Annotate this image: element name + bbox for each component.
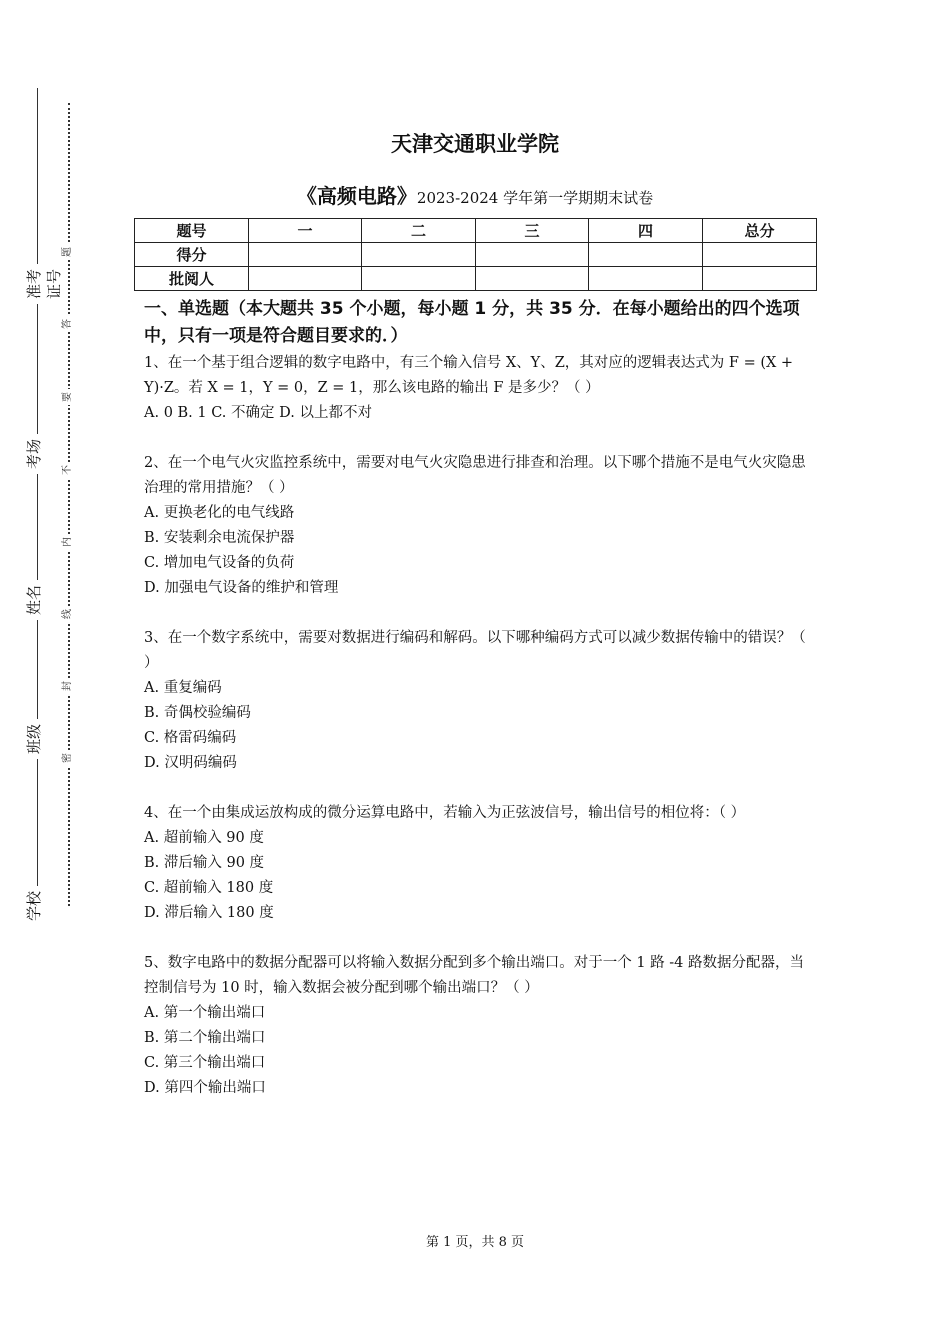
score-table-row: [135, 243, 817, 267]
question-option: C. 格雷码编码: [144, 730, 237, 746]
score-row-label: 得分: [135, 243, 249, 267]
margin-label-class: 班级: [24, 719, 44, 759]
seal-char: 密: [60, 750, 76, 766]
question: [144, 451, 812, 601]
question: [144, 626, 812, 776]
exam-subtitle: [200, 180, 750, 209]
score-cell: [476, 243, 589, 267]
question-option: C. 超前输入 180 度: [144, 880, 274, 896]
score-header-cell: 题号: [135, 219, 249, 243]
score-table-row: [135, 267, 817, 291]
question-option: A. 更换老化的电气线路: [144, 505, 295, 521]
course-name: 《高频电路》: [296, 184, 417, 208]
question-stem: 3、在一个数字系统中，需要对数据进行编码和解码。以下哪种编码方式可以减少数据传输中的错误？（ ）: [144, 630, 806, 671]
question-option: A. 第一个输出端口: [144, 1005, 266, 1021]
score-cell: [476, 267, 589, 291]
school-name: 天津交通职业学院: [391, 132, 559, 156]
question: [144, 801, 812, 926]
binding-margin: [0, 0, 110, 1344]
seal-char: 不: [60, 462, 76, 478]
score-header-cell: 一: [249, 219, 362, 243]
question-option: D. 加强电气设备的维护和管理: [144, 580, 339, 596]
question-stem: 4、在一个由集成运放构成的微分运算电路中，若输入为正弦波信号，输出信号的相位将：（ ）: [144, 805, 746, 821]
question-option: B. 第二个输出端口: [144, 1030, 266, 1046]
question-option: C. 增加电气设备的负荷: [144, 555, 295, 571]
question-stem: 5、数字电路中的数据分配器可以将输入数据分配到多个输出端口。对于一个 1 路 -4 路数据分配器，当控制信号为 10 时，输入数据会被分配到哪个输出端口？（ ）: [144, 955, 805, 996]
binding-solid-line: [37, 88, 38, 923]
score-cell: [589, 243, 703, 267]
section-title: 一、单选题（本大题共 35 个小题，每小题 1 分，共 35 分．在每小题给出的四个选项中，只有一项是符合题目要求的．）: [144, 299, 800, 346]
score-cell: [703, 243, 817, 267]
question-option: B. 滞后输入 90 度: [144, 855, 265, 871]
score-cell: [362, 243, 476, 267]
score-cell: [703, 267, 817, 291]
question-option: A. 超前输入 90 度: [144, 830, 264, 846]
seal-char: 封: [60, 678, 76, 694]
score-header-cell: 三: [476, 219, 589, 243]
seal-char: 答: [60, 316, 76, 332]
seal-char: 线: [60, 606, 76, 622]
page-footer: 第 1 页，共 8 页: [425, 1235, 525, 1250]
score-header-cell: 二: [362, 219, 476, 243]
exam-content: [144, 296, 812, 1101]
question: [144, 951, 812, 1101]
question-option: A. 重复编码: [144, 680, 222, 696]
seal-char: 内: [60, 534, 76, 550]
score-header-cell: 四: [589, 219, 703, 243]
question-option: D. 滞后输入 180 度: [144, 905, 274, 921]
score-cell: [362, 267, 476, 291]
score-cell: [249, 267, 362, 291]
question-option: D. 汉明码编码: [144, 755, 237, 771]
question-option: B. 安装剩余电流保护器: [144, 530, 295, 546]
question-stem: 1、在一个基于组合逻辑的数字电路中，有三个输入信号 X、Y、Z，其对应的逻辑表达式为 F = (X + Y)·Z。若 X = 1，Y = 0，Z = 1，那么该电路的输出 F 是多少？（ ）: [144, 355, 794, 396]
exam-term: 2023-2024 学年第一学期期末试卷: [416, 189, 654, 207]
question-option: A. 0 B. 1 C. 不确定 D. 以上都不对: [144, 405, 372, 421]
seal-dotted-line: [68, 103, 70, 906]
seal-char: 题: [60, 244, 76, 260]
score-cell: [249, 243, 362, 267]
question-option: B. 奇偶校验编码: [144, 705, 251, 721]
seal-char: 要: [60, 389, 76, 405]
margin-label-exam-number: 准考证号: [24, 264, 44, 304]
question: [144, 351, 812, 426]
question-option: D. 第四个输出端口: [144, 1080, 266, 1096]
margin-label-school: 学校: [24, 886, 44, 926]
score-cell: [589, 267, 703, 291]
score-table-header-row: [135, 219, 817, 243]
score-table: [134, 218, 817, 291]
question-option: C. 第三个输出端口: [144, 1055, 266, 1071]
question-stem: 2、在一个电气火灾监控系统中，需要对电气火灾隐患进行排查和治理。以下哪个措施不是电气火灾隐患治理的常用措施？（ ）: [144, 455, 806, 496]
score-row-label: 批阅人: [135, 267, 249, 291]
margin-label-name: 姓名: [24, 580, 44, 620]
margin-label-exam-room: 考场: [24, 434, 44, 474]
score-header-cell: 总分: [703, 219, 817, 243]
